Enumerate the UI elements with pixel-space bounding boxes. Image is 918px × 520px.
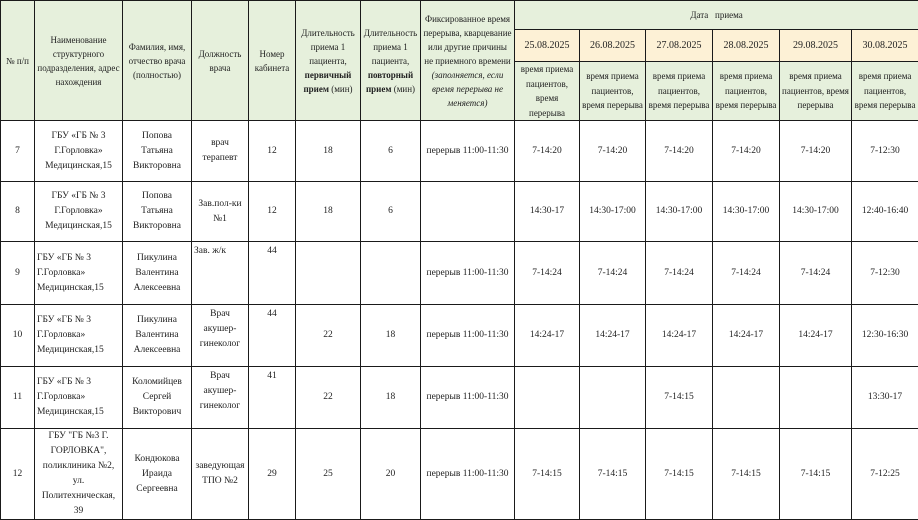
cell-break: перерыв 11:00-11:30 xyxy=(421,242,515,305)
cell-repeat: 20 xyxy=(361,429,421,520)
cell-repeat: 18 xyxy=(361,305,421,367)
header-break: Фиксированное время перерыва, кварцевание или другие причины не приемного времени (заполняется, если время перерыва не меняется) xyxy=(421,1,515,121)
cell-schedule: 14:30-17:00 xyxy=(646,182,713,242)
cell-repeat xyxy=(361,242,421,305)
header-date: 26.08.2025 xyxy=(580,30,646,62)
cell-schedule: 7-14:24 xyxy=(713,242,780,305)
cell-position: Зав.пол-ки №1 xyxy=(192,182,249,242)
cell-room: 44 xyxy=(249,242,296,305)
cell-num: 7 xyxy=(1,121,35,182)
cell-schedule: 14:24-17 xyxy=(515,305,580,367)
cell-schedule: 7-14:24 xyxy=(580,242,646,305)
header-date: 29.08.2025 xyxy=(780,30,852,62)
cell-num: 9 xyxy=(1,242,35,305)
cell-schedule: 7-14:15 xyxy=(515,429,580,520)
cell-position: Врач акушер-гинеколог xyxy=(192,367,249,429)
header-sub: время приема пациентов, время перерыва xyxy=(780,62,852,121)
cell-schedule xyxy=(713,367,780,429)
cell-doctor: Попова Татьяна Викторовна xyxy=(123,182,192,242)
cell-room: 12 xyxy=(249,121,296,182)
table-row xyxy=(1,242,918,305)
cell-schedule xyxy=(515,367,580,429)
cell-num: 11 xyxy=(1,367,35,429)
cell-schedule: 7-14:15 xyxy=(713,429,780,520)
cell-repeat: 6 xyxy=(361,182,421,242)
table-row xyxy=(1,121,918,182)
header-room: Номер кабинета xyxy=(249,1,296,121)
cell-schedule: 14:30-17 xyxy=(515,182,580,242)
header-sub: время приема пациентов, время перерыва xyxy=(713,62,780,121)
header-doctor: Фамилия, имя, отчество врача (полностью) xyxy=(123,1,192,121)
cell-position: Врач акушер-гинеколог xyxy=(192,305,249,367)
cell-position: Зав. ж/к xyxy=(192,242,249,305)
cell-schedule: 14:24-17 xyxy=(646,305,713,367)
header-repeat-duration: Длительность приема 1 пациента, повторный прием (мин) xyxy=(361,1,421,121)
cell-schedule: 7-14:24 xyxy=(780,242,852,305)
table-row xyxy=(1,367,918,429)
header-unit: Наименование структурного подразделения, адрес нахождения xyxy=(35,1,123,121)
cell-position: заведующая ТПО №2 xyxy=(192,429,249,520)
cell-schedule: 7-14:15 xyxy=(780,429,852,520)
cell-schedule: 7-14:15 xyxy=(646,367,713,429)
cell-break: перерыв 11:00-11:30 xyxy=(421,305,515,367)
cell-room: 41 xyxy=(249,367,296,429)
cell-schedule: 7-14:20 xyxy=(580,121,646,182)
cell-doctor: Пикулина Валентина Алексеевна xyxy=(123,305,192,367)
cell-unit: ГБУ «ГБ № 3 Г.Горловка» Медицинская,15 xyxy=(35,305,123,367)
cell-break: перерыв 11:00-11:30 xyxy=(421,367,515,429)
cell-schedule: 7-14:20 xyxy=(646,121,713,182)
cell-schedule: 7-14:20 xyxy=(713,121,780,182)
header-date: 27.08.2025 xyxy=(646,30,713,62)
cell-unit: ГБУ «ГБ № 3 Г.Горловка» Медицинская,15 xyxy=(35,367,123,429)
cell-schedule: 14:24-17 xyxy=(713,305,780,367)
cell-unit: ГБУ «ГБ № 3 Г.Горловка» Медицинская,15 xyxy=(35,182,123,242)
cell-schedule: 13:30-17 xyxy=(852,367,918,429)
table-row xyxy=(1,305,918,367)
header-date-group: Дата приема xyxy=(515,1,918,30)
cell-schedule: 12:40-16:40 xyxy=(852,182,918,242)
cell-schedule: 7-14:24 xyxy=(515,242,580,305)
cell-primary: 25 xyxy=(296,429,361,520)
header-date: 28.08.2025 xyxy=(713,30,780,62)
cell-schedule: 7-14:15 xyxy=(580,429,646,520)
cell-schedule xyxy=(780,367,852,429)
cell-repeat: 18 xyxy=(361,367,421,429)
header-num: № п/п xyxy=(1,1,35,121)
cell-position: врач терапевт xyxy=(192,121,249,182)
cell-schedule: 14:30-17:00 xyxy=(780,182,852,242)
cell-schedule: 14:24-17 xyxy=(780,305,852,367)
cell-room: 12 xyxy=(249,182,296,242)
cell-num: 10 xyxy=(1,305,35,367)
table-row xyxy=(1,429,918,520)
cell-schedule xyxy=(580,367,646,429)
cell-schedule: 7-12:25 xyxy=(852,429,918,520)
cell-schedule: 12:30-16:30 xyxy=(852,305,918,367)
cell-doctor: Коломийцев Сергей Викторович xyxy=(123,367,192,429)
header-date: 30.08.2025 xyxy=(852,30,918,62)
cell-break: перерыв 11:00-11:30 xyxy=(421,121,515,182)
cell-doctor: Кондюкова Ираида Сергеевна xyxy=(123,429,192,520)
cell-doctor: Попова Татьяна Викторовна xyxy=(123,121,192,182)
cell-primary: 22 xyxy=(296,367,361,429)
cell-schedule: 7-14:20 xyxy=(515,121,580,182)
cell-unit: ГБУ «ГБ № 3 Г.Горловка» Медицинская,15 xyxy=(35,121,123,182)
header-sub: время приема пациентов, время перерыва xyxy=(852,62,918,121)
cell-unit: ГБУ «ГБ № 3 Г.Горловка» Медицинская,15 xyxy=(35,242,123,305)
header-sub: время приема пациентов, время перерыва xyxy=(515,62,580,121)
header-sub: время приема пациентов, время перерыва xyxy=(646,62,713,121)
cell-doctor: Пикулина Валентина Алексеевна xyxy=(123,242,192,305)
cell-room: 29 xyxy=(249,429,296,520)
cell-unit: ГБУ "ГБ №3 Г. ГОРЛОВКА", поликлиника №2, ул. Политехническая, 39 xyxy=(35,429,123,520)
cell-schedule: 14:24-17 xyxy=(580,305,646,367)
cell-schedule: 7-14:24 xyxy=(646,242,713,305)
table-row xyxy=(1,182,918,242)
cell-schedule: 14:30-17:00 xyxy=(580,182,646,242)
cell-break xyxy=(421,182,515,242)
header-sub: время приема пациентов, время перерыва xyxy=(580,62,646,121)
cell-primary xyxy=(296,242,361,305)
cell-break: перерыв 11:00-11:30 xyxy=(421,429,515,520)
header-date: 25.08.2025 xyxy=(515,30,580,62)
header-primary-duration: Длительность приема 1 пациента, первичный прием (мин) xyxy=(296,1,361,121)
cell-num: 8 xyxy=(1,182,35,242)
cell-schedule: 7-14:20 xyxy=(780,121,852,182)
cell-schedule: 7-14:15 xyxy=(646,429,713,520)
cell-primary: 22 xyxy=(296,305,361,367)
cell-schedule: 14:30-17:00 xyxy=(713,182,780,242)
cell-schedule: 7-12:30 xyxy=(852,121,918,182)
cell-primary: 18 xyxy=(296,182,361,242)
header-position: Должность врача xyxy=(192,1,249,121)
cell-num: 12 xyxy=(1,429,35,520)
cell-room: 44 xyxy=(249,305,296,367)
cell-schedule: 7-12:30 xyxy=(852,242,918,305)
cell-repeat: 6 xyxy=(361,121,421,182)
cell-primary: 18 xyxy=(296,121,361,182)
